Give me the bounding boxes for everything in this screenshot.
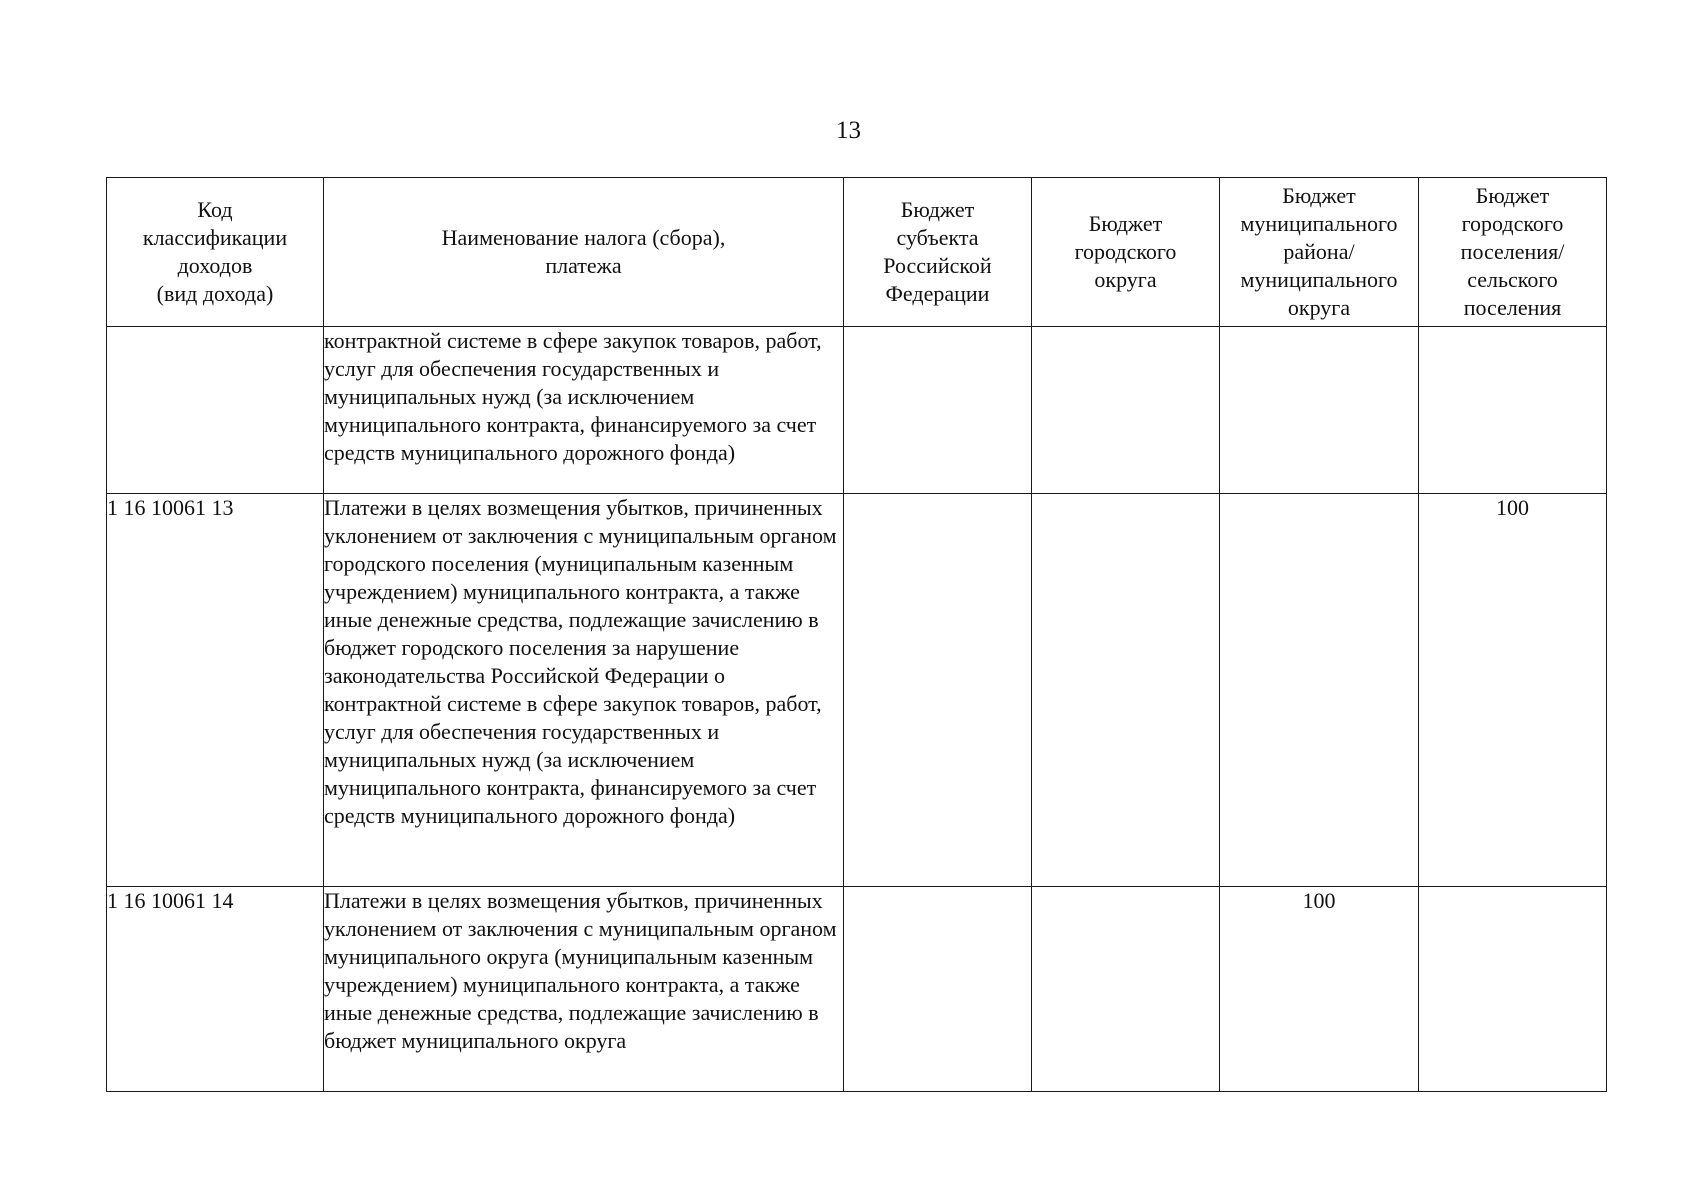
table-row [107, 327, 1607, 494]
municipal-district-budget-cell: 100 [1220, 887, 1419, 1092]
city-district-budget-cell [1032, 494, 1220, 887]
header-subject-budget: Бюджет субъекта Российской Федерации [844, 178, 1032, 327]
city-district-budget-cell [1032, 887, 1220, 1092]
income-code-cell [107, 327, 324, 494]
page-number: 13 [836, 117, 861, 144]
table-row [107, 494, 1607, 887]
table-header-row [107, 178, 1607, 327]
city-district-budget-cell [1032, 327, 1220, 494]
header-city-district-budget: Бюджет городского округа [1032, 178, 1220, 327]
settlement-budget-cell [1419, 887, 1607, 1092]
tax-name-cell: Платежи в целях возмещения убытков, причиненных уклонением от заключения с муниципальным органом городского поселения (муниципальным казенным учреждением) муниципального контракта, а также иные денежные средства, подлежащие зачислению в бюджет городского поселения за нарушение законодательства Российской Федерации о контрактной системе в сфере закупок товаров, работ, услуг для обеспечения государственных и муниципальных нужд (за исключением муниципального контракта, финансируемого за счет средств муниципального дорожного фонда) [324, 494, 844, 887]
subject-budget-cell [844, 327, 1032, 494]
header-income-code: Код классификации доходов (вид дохода) [107, 178, 324, 327]
subject-budget-cell [844, 887, 1032, 1092]
municipal-district-budget-cell [1220, 327, 1419, 494]
header-tax-name: Наименование налога (сбора), платежа [324, 178, 844, 327]
budget-distribution-table [106, 177, 1607, 1092]
header-municipal-district-budget: Бюджет муниципального района/ муниципального округа [1220, 178, 1419, 327]
municipal-district-budget-cell [1220, 494, 1419, 887]
subject-budget-cell [844, 494, 1032, 887]
income-code-cell: 1 16 10061 14 [107, 887, 324, 1092]
header-settlement-budget: Бюджет городского поселения/ сельского поселения [1419, 178, 1607, 327]
tax-name-cell: контрактной системе в сфере закупок товаров, работ, услуг для обеспечения государственных и муниципальных нужд (за исключением муниципального контракта, финансируемого за счет средств муниципального дорожного фонда) [324, 327, 844, 494]
table-row [107, 887, 1607, 1092]
income-code-cell: 1 16 10061 13 [107, 494, 324, 887]
settlement-budget-cell: 100 [1419, 494, 1607, 887]
tax-name-cell: Платежи в целях возмещения убытков, причиненных уклонением от заключения с муниципальным органом муниципального округа (муниципальным казенным учреждением) муниципального контракта, а также иные денежные средства, подлежащие зачислению в бюджет муниципального округа [324, 887, 844, 1092]
settlement-budget-cell [1419, 327, 1607, 494]
